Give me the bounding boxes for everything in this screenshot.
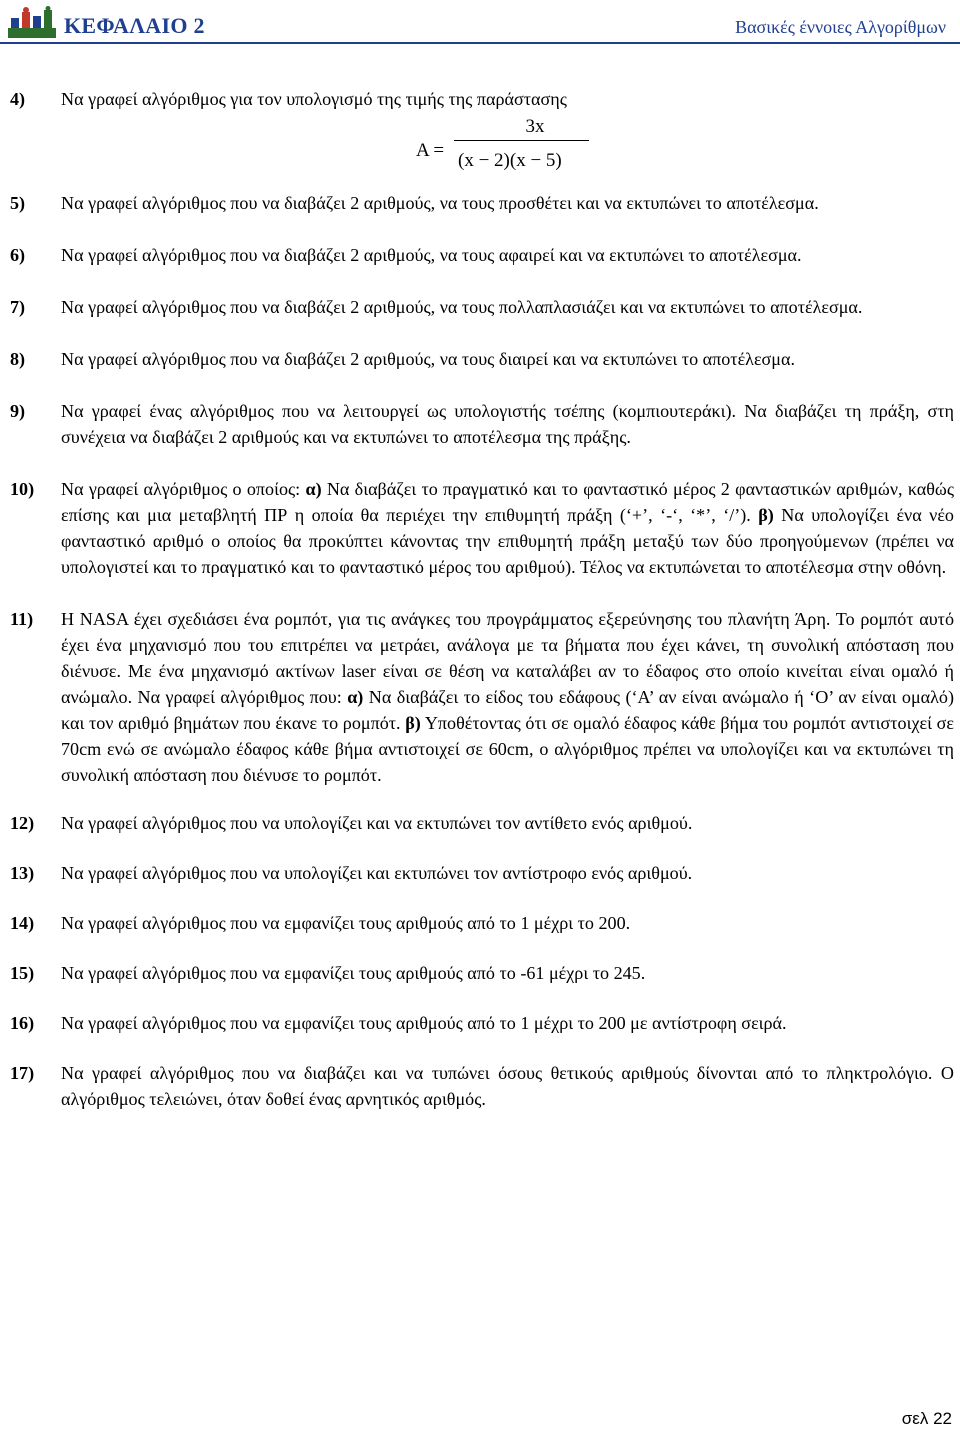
exercise-text: Να γραφεί αλγόριθμος που να εμφανίζει τους αριθμούς από το -61 μέχρι το 245. [61,963,646,983]
part-label: α) [347,687,364,707]
exercise-text: Να γραφεί αλγόριθμος που να διαβάζει και να τυπώνει όσους θετικούς αριθμούς δίνονται από το πληκτρολόγιο. Ο αλγόριθμος τελειώνει, όταν δοθεί ένας αρνητικός αριθμός. [61,1063,954,1109]
exercise-number: 10) [10,479,35,499]
exercise-text: Να γραφεί αλγόριθμος για τον υπολογισμό της τιμής της παράστασης [61,89,567,109]
exercise-number: 15) [10,963,35,983]
exercise-item [10,1060,954,1112]
exercise-number: 9) [10,401,26,421]
exercise-number: 5) [10,193,26,213]
exercise-text: Να γραφεί αλγόριθμος που να διαβάζει 2 αριθμούς, να τους πολλαπλασιάζει και να εκτυπώνει το αποτέλεσμα. [61,297,863,317]
chapter-subject: Βασικές έννοιες Αλγορίθμων [735,17,946,37]
chapter-title: ΚΕΦΑΛΑΙΟ 2 [64,13,205,38]
formula-lhs: A = [416,140,445,161]
exercise-item [10,294,954,320]
exercise-item [10,398,954,450]
exercise-item [10,346,954,372]
formula-numerator: 3x [525,116,545,137]
exercise-text: Να γραφεί αλγόριθμος που να εμφανίζει τους αριθμούς από το 1 μέχρι το 200 με αντίστροφη σειρά. [61,1013,787,1033]
exercise-text: Να γραφεί αλγόριθμος ο οποίος: [61,479,306,499]
exercise-item [10,190,954,216]
fraction-bar [454,140,589,141]
exercise-text: Να γραφεί αλγόριθμος που να εμφανίζει τους αριθμούς από το 1 μέχρι το 200. [61,913,631,933]
exercise-item [10,810,954,836]
exercise-number: 11) [10,609,34,629]
exercise-number: 6) [10,245,26,265]
exercise-text: Να γραφεί ένας αλγόριθμος που να λειτουργεί ως υπολογιστής τσέπης (κομπιουτεράκι). Να διαβάζει τη πράξη, στη συνέχεια να διαβάζει 2 αριθμούς και να εκτυπώνει το αποτέλεσμα της πράξης. [61,401,954,447]
exercise-text: Να γραφεί αλγόριθμος που να διαβάζει 2 αριθμούς, να τους προσθέτει και να εκτυπώνει το αποτέλεσμα. [61,193,819,213]
part-label: α) [305,479,322,499]
exercise-text: Να γραφεί αλγόριθμος που να διαβάζει 2 αριθμούς, να τους αφαιρεί και να εκτυπώνει το αποτέλεσμα. [61,245,802,265]
exercise-list [10,86,954,1112]
exercise-text: Να διαβάζει το είδος του εδάφους (‘Α’ αν είναι ανώμαλο ή ‘Ο’ αν είναι ομαλό) και τον αριθμό βημάτων που έκανε το ρομπότ. [61,687,954,733]
exercise-number: 7) [10,297,26,317]
exercise-item [10,86,954,112]
exercise-item [10,910,954,936]
exercise-item [10,1010,954,1036]
exercise-number: 8) [10,349,26,369]
exercise-item [10,476,954,580]
exercise-number: 14) [10,913,35,933]
exercise-item [10,860,954,886]
exercise-number: 16) [10,1013,35,1033]
part-label: β) [758,505,774,525]
logo-icon [6,6,58,40]
exercise-text: Να διαβάζει το πραγματικό και το φανταστικό μέρος 2 φανταστικών αριθμών, καθώς επίσης και μια μεταβλητή ΠΡ η οποία θα περιέχει την επιθυμητή πράξη (‘+’, ‘-‘, ‘*’, ‘/’). [61,479,954,525]
exercise-text: Να υπολογίζει ένα νέο φανταστικό αριθμό ο οποίος θα προκύπτει κάνοντας την επιθυμητή πράξη μεταξύ των δύο προηγούμενων (πρέπει να υπολογιστεί και το πραγματικό και το φανταστικό μέρος του αριθμού). Τέλος να εκτυπώνεται το αποτέλεσμα στην οθόνη. [61,505,954,577]
exercise-text: Να γραφεί αλγόριθμος που να υπολογίζει και εκτυπώνει τον αντίστροφο ενός αριθμού. [61,863,693,883]
exercise-number: 13) [10,863,35,883]
page-number: σελ 22 [901,1409,952,1428]
exercise-text: Η NASA έχει σχεδιάσει ένα ρομπότ, για τις ανάγκες του προγράμματος εξερεύνησης του πλανήτη Άρη. Το ρομπότ αυτό έχει ένα μηχανισμό που του επιτρέπει να μετράει, ανάλογα με τα βήματα που έχει κάνει, τη συνολική απόσταση που διένυσε. Με ένα μηχανισμό ακτίνων laser είναι σε θέση να καταλάβει αν το έδαφος στο οποίο κινείται είναι ομαλό ή ανώμαλο. Να γραφεί αλγόριθμος που: [61,609,954,707]
exercise-item [10,242,954,268]
formula-denominator: (x − 2)(x − 5) [458,150,562,171]
exercise-text: Να γραφεί αλγόριθμος που να διαβάζει 2 αριθμούς, να τους διαιρεί και να εκτυπώνει το αποτέλεσμα. [61,349,796,369]
exercise-item [10,960,954,986]
header-divider [0,42,960,44]
exercise-number: 17) [10,1063,35,1083]
exercise-text: Υποθέτοντας ότι σε ομαλό έδαφος κάθε βήμα του ρομπότ αντιστοιχεί σε 70cm ενώ σε ανώμαλο έδαφος κάθε βήμα αντιστοιχεί σε 60cm, ο αλγόριθμος πρέπει να υπολογίζει και να εκτυπώνει τη συνολική απόσταση που διένυσε το ρομπότ. [61,713,954,785]
exercise-number: 12) [10,813,35,833]
part-label: β) [405,713,421,733]
page-header [0,0,960,46]
exercise-item [10,606,954,788]
formula [10,112,954,182]
exercise-text: Να γραφεί αλγόριθμος που να υπολογίζει και να εκτυπώνει τον αντίθετο ενός αριθμού. [61,813,693,833]
exercise-number: 4) [10,89,26,109]
